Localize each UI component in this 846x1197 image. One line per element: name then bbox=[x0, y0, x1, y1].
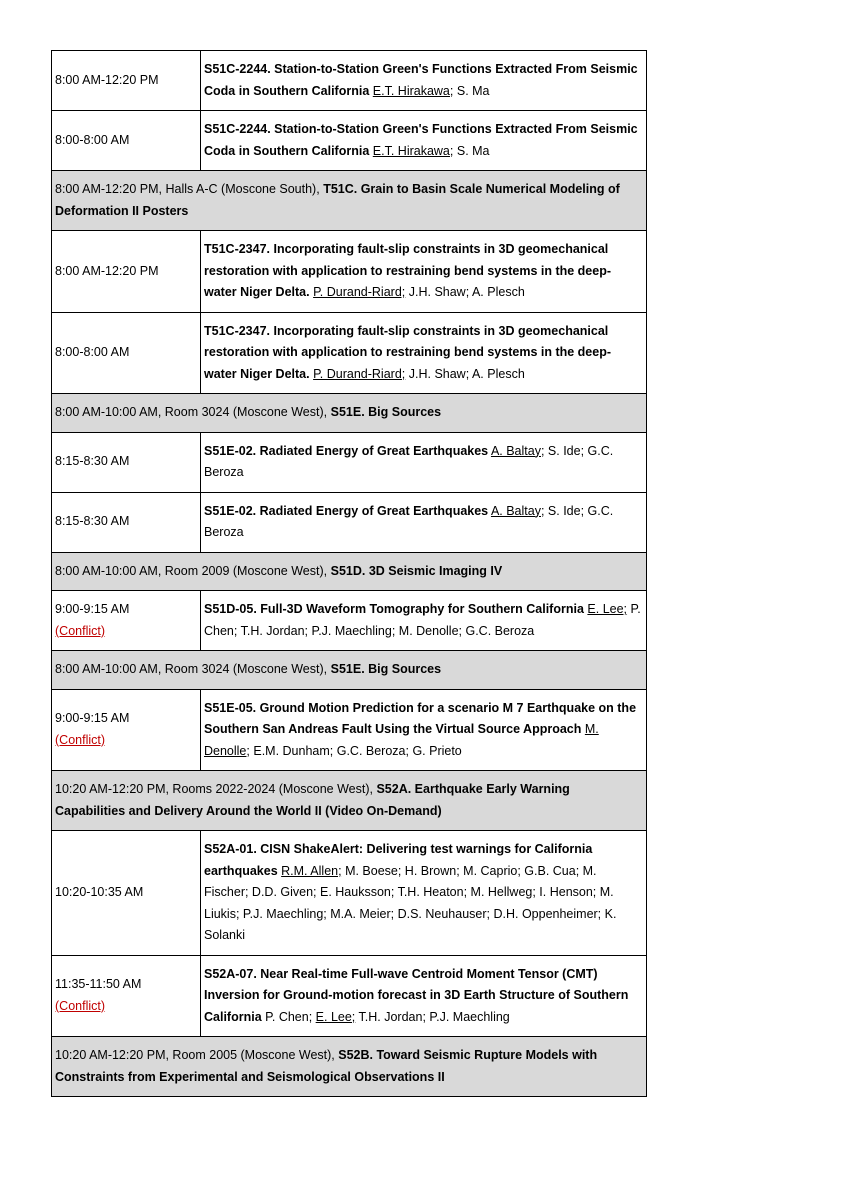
abstract-title: T51C-2347. Incorporating fault-slip constraints in 3D geomechanical restoration with application to restraining bend systems in the deep-water Niger Delta. bbox=[204, 323, 612, 381]
coauthors: M. Boese; H. Brown; M. Caprio; G.B. Cua; M. Fischer; D.D. Given; E. Hauksson; T.H. Heaton; M. Hellweg; I. Henson; M. Liukis; P.J. Maechling; M.A. Meier; D.S. Neuhauser; D.H. Oppenheimer; K. Solanki bbox=[204, 863, 617, 942]
session-info: 8:00 AM-10:00 AM, Room 3024 (Moscone West), bbox=[55, 662, 328, 676]
coauthors: J.H. Shaw; A. Plesch bbox=[408, 285, 525, 299]
abstract-cell bbox=[201, 492, 647, 552]
conflict-link[interactable]: (Conflict) bbox=[55, 998, 106, 1013]
coauthors: S. Ma bbox=[456, 83, 490, 98]
abstract-row bbox=[52, 591, 647, 651]
time-cell bbox=[52, 591, 201, 651]
session-header-row bbox=[52, 771, 647, 831]
abstract-title: S51C-2244. Station-to-Station Green's Functions Extracted From Seismic Coda in Southern California bbox=[204, 122, 638, 158]
session-header-row bbox=[52, 651, 647, 690]
time-slot: 9:00-9:15 AM bbox=[55, 711, 130, 726]
time-slot: 8:00 AM-12:20 PM bbox=[55, 72, 159, 87]
session-header-row bbox=[52, 171, 647, 231]
presenting-author: P. Durand-Riard; bbox=[313, 366, 406, 381]
time-slot: 8:00 AM-12:20 PM bbox=[55, 263, 159, 278]
time-cell bbox=[52, 689, 201, 771]
session-title: S51D. 3D Seismic Imaging IV bbox=[330, 563, 503, 578]
session-title: S51E. Big Sources bbox=[330, 662, 442, 676]
abstract-row bbox=[52, 492, 647, 552]
presenting-author: A. Baltay; bbox=[490, 503, 545, 518]
abstract-cell bbox=[201, 689, 647, 771]
session-info: 8:00 AM-12:20 PM, Halls A-C (Moscone South), bbox=[55, 182, 320, 196]
abstract-cell bbox=[201, 955, 647, 1037]
time-slot: 8:00-8:00 AM bbox=[55, 132, 130, 147]
abstract-row bbox=[52, 312, 647, 394]
schedule-body bbox=[52, 51, 647, 1097]
presenting-author: P. Durand-Riard; bbox=[313, 285, 406, 299]
time-cell bbox=[52, 492, 201, 552]
session-header-cell bbox=[52, 771, 647, 831]
coauthors: S. Ide; G.C. Beroza bbox=[204, 443, 614, 479]
presenting-author: E.T. Hirakawa; bbox=[372, 83, 454, 98]
presenting-author: R.M. Allen; bbox=[281, 863, 342, 878]
presenting-author: M. Denolle; bbox=[204, 722, 599, 758]
time-slot: 10:20-10:35 AM bbox=[55, 885, 144, 899]
abstract-row bbox=[52, 689, 647, 771]
coauthors: T.H. Jordan; P.J. Maechling bbox=[358, 1009, 510, 1024]
abstract-title: S51E-02. Radiated Energy of Great Earthquakes bbox=[204, 503, 489, 518]
abstract-title: S52A-01. CISN ShakeAlert: Delivering test warnings for California earthquakes bbox=[204, 842, 593, 878]
coauthor-before: P. Chen; bbox=[265, 1009, 313, 1024]
coauthors: E.M. Dunham; G.C. Beroza; G. Prieto bbox=[253, 743, 462, 758]
abstract-row bbox=[52, 831, 647, 956]
abstract-cell bbox=[201, 51, 647, 111]
abstract-title: S51E-02. Radiated Energy of Great Earthquakes bbox=[204, 443, 489, 458]
session-header-cell bbox=[52, 171, 647, 231]
time-cell bbox=[52, 51, 201, 111]
abstract-row bbox=[52, 955, 647, 1037]
abstract-cell bbox=[201, 591, 647, 651]
time-cell bbox=[52, 111, 201, 171]
coauthors: J.H. Shaw; A. Plesch bbox=[408, 366, 525, 381]
session-title: S52A. Earthquake Early Warning Capabilities and Delivery Around the World II (Video On-Demand) bbox=[55, 782, 570, 818]
presenting-author: E. Lee; bbox=[315, 1009, 356, 1024]
coauthors: P. Chen; T.H. Jordan; P.J. Maechling; M. Denolle; G.C. Beroza bbox=[204, 602, 641, 638]
abstract-row bbox=[52, 111, 647, 171]
coauthors: S. Ma bbox=[456, 143, 490, 158]
abstract-title: S51C-2244. Station-to-Station Green's Functions Extracted From Seismic Coda in Southern California bbox=[204, 62, 638, 98]
time-cell bbox=[52, 831, 201, 956]
abstract-title: T51C-2347. Incorporating fault-slip constraints in 3D geomechanical restoration with application to restraining bend systems in the deep-water Niger Delta. bbox=[204, 242, 612, 299]
time-cell bbox=[52, 432, 201, 492]
time-cell bbox=[52, 231, 201, 313]
time-cell bbox=[52, 955, 201, 1037]
session-info: 10:20 AM-12:20 PM, Room 2005 (Moscone West), bbox=[55, 1048, 335, 1062]
session-header-row bbox=[52, 394, 647, 433]
session-header-cell bbox=[52, 1037, 647, 1097]
time-slot: 8:15-8:30 AM bbox=[55, 514, 130, 529]
session-info: 8:00 AM-10:00 AM, Room 3024 (Moscone West), bbox=[55, 405, 328, 419]
session-info: 8:00 AM-10:00 AM, Room 2009 (Moscone West), bbox=[55, 563, 328, 578]
session-title: T51C. Grain to Basin Scale Numerical Modeling of Deformation II Posters bbox=[55, 182, 620, 218]
abstract-row bbox=[52, 51, 647, 111]
abstract-title: S52A-07. Near Real-time Full-wave Centroid Moment Tensor (CMT) Inversion for Ground-motion forecast in 3D Earth Structure of Southern California bbox=[204, 966, 629, 1024]
coauthors: S. Ide; G.C. Beroza bbox=[204, 503, 614, 539]
schedule-table bbox=[51, 50, 647, 1097]
conflict-link[interactable]: (Conflict) bbox=[55, 623, 106, 638]
abstract-cell bbox=[201, 312, 647, 394]
presenting-author: A. Baltay; bbox=[490, 443, 545, 458]
session-header-row bbox=[52, 1037, 647, 1097]
abstract-cell bbox=[201, 231, 647, 313]
session-header-cell bbox=[52, 394, 647, 433]
abstract-row bbox=[52, 231, 647, 313]
abstract-row bbox=[52, 432, 647, 492]
abstract-cell bbox=[201, 831, 647, 956]
conflict-link[interactable]: (Conflict) bbox=[55, 732, 106, 747]
session-title: S52B. Toward Seismic Rupture Models with Constraints from Experimental and Seismological Observations II bbox=[55, 1048, 598, 1084]
session-header-cell bbox=[52, 651, 647, 690]
abstract-title: S51D-05. Full-3D Waveform Tomography for Southern California bbox=[204, 602, 584, 616]
time-slot: 8:15-8:30 AM bbox=[55, 454, 130, 469]
abstract-title: S51E-05. Ground Motion Prediction for a scenario M 7 Earthquake on the Southern San Andreas Fault Using the Virtual Source Approach bbox=[204, 700, 637, 736]
presenting-author: E. Lee; bbox=[587, 602, 628, 616]
abstract-cell bbox=[201, 432, 647, 492]
presenting-author: E.T. Hirakawa; bbox=[372, 143, 454, 158]
time-cell bbox=[52, 312, 201, 394]
session-header-row bbox=[52, 552, 647, 591]
abstract-cell bbox=[201, 111, 647, 171]
time-slot: 8:00-8:00 AM bbox=[55, 345, 130, 359]
session-title: S51E. Big Sources bbox=[330, 405, 442, 419]
time-slot: 9:00-9:15 AM bbox=[55, 602, 130, 616]
session-header-cell bbox=[52, 552, 647, 591]
time-slot: 11:35-11:50 AM bbox=[55, 977, 142, 992]
session-info: 10:20 AM-12:20 PM, Rooms 2022-2024 (Moscone West), bbox=[55, 782, 373, 796]
